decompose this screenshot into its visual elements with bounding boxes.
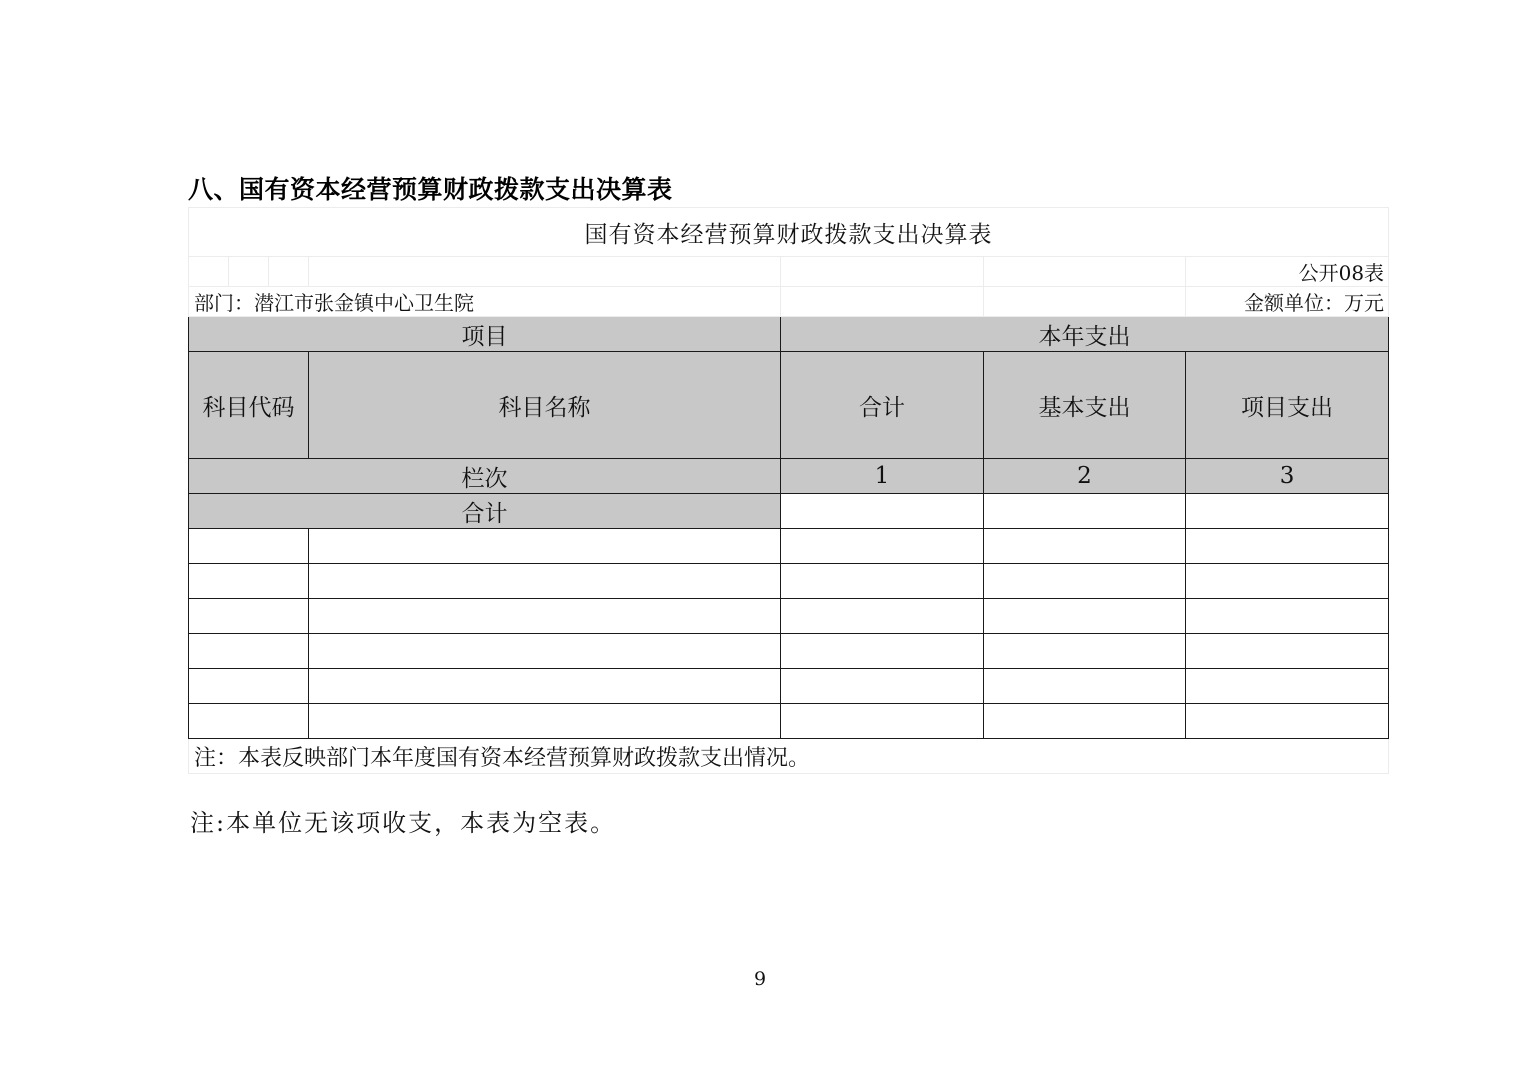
table-cell — [781, 494, 984, 529]
unit-label: 金额单位：万元 — [1186, 287, 1389, 317]
table-row — [189, 634, 1389, 669]
header-basic-expense: 基本支出 — [984, 352, 1186, 459]
table-cell — [189, 704, 309, 739]
table-row — [189, 564, 1389, 599]
form-code: 公开08表 — [1186, 257, 1389, 287]
table-cell — [309, 564, 781, 599]
table-cell — [1186, 494, 1389, 529]
header-current-year-expense: 本年支出 — [781, 317, 1389, 352]
empty-cell — [269, 257, 309, 287]
table-title: 国有资本经营预算财政拨款支出决算表 — [189, 208, 1389, 257]
table-cell — [309, 599, 781, 634]
table-cell — [189, 669, 309, 704]
table-cell — [309, 634, 781, 669]
page-number: 9 — [753, 968, 767, 990]
table-cell — [1186, 669, 1389, 704]
table-note: 注：本表反映部门本年度国有资本经营预算财政拨款支出情况。 — [189, 739, 1389, 774]
table-cell — [309, 529, 781, 564]
table-cell — [781, 564, 984, 599]
table-cell — [984, 704, 1186, 739]
table-cell — [189, 599, 309, 634]
table-cell — [309, 669, 781, 704]
table-cell — [1186, 634, 1389, 669]
table-cell — [781, 634, 984, 669]
header-subject-name: 科目名称 — [309, 352, 781, 459]
table-row — [189, 529, 1389, 564]
header-project: 项目 — [189, 317, 781, 352]
table-cell — [309, 704, 781, 739]
table-cell — [984, 669, 1186, 704]
table-cell — [781, 704, 984, 739]
table-cell — [984, 634, 1186, 669]
table-cell — [781, 599, 984, 634]
column-index: 3 — [1186, 459, 1389, 494]
table-cell — [984, 564, 1186, 599]
header-subject-code: 科目代码 — [189, 352, 309, 459]
department-label: 部门：潜江市张金镇中心卫生院 — [189, 287, 781, 317]
table-cell — [781, 529, 984, 564]
empty-cell — [229, 257, 269, 287]
empty-cell — [781, 287, 984, 317]
column-index: 2 — [984, 459, 1186, 494]
table-cell — [984, 599, 1186, 634]
table-row — [189, 704, 1389, 739]
column-index-label: 栏次 — [189, 459, 781, 494]
header-total: 合计 — [781, 352, 984, 459]
empty-cell — [984, 287, 1186, 317]
table-cell — [984, 529, 1186, 564]
header-project-expense: 项目支出 — [1186, 352, 1389, 459]
total-row-label: 合计 — [189, 494, 781, 529]
table-cell — [1186, 529, 1389, 564]
empty-cell — [309, 257, 781, 287]
empty-cell — [781, 257, 984, 287]
table-cell — [189, 634, 309, 669]
table-cell — [1186, 599, 1389, 634]
footnote: 注:本单位无该项收支，本表为空表。 — [190, 809, 617, 837]
section-heading: 八、国有资本经营预算财政拨款支出决算表 — [188, 175, 673, 204]
table-cell — [781, 669, 984, 704]
table-cell — [984, 494, 1186, 529]
table-cell — [189, 529, 309, 564]
column-index: 1 — [781, 459, 984, 494]
table-row — [189, 669, 1389, 704]
expense-table — [188, 207, 1389, 774]
table-cell — [189, 564, 309, 599]
empty-cell — [984, 257, 1186, 287]
table-cell — [1186, 564, 1389, 599]
table-row — [189, 599, 1389, 634]
table-cell — [1186, 704, 1389, 739]
empty-cell — [189, 257, 229, 287]
